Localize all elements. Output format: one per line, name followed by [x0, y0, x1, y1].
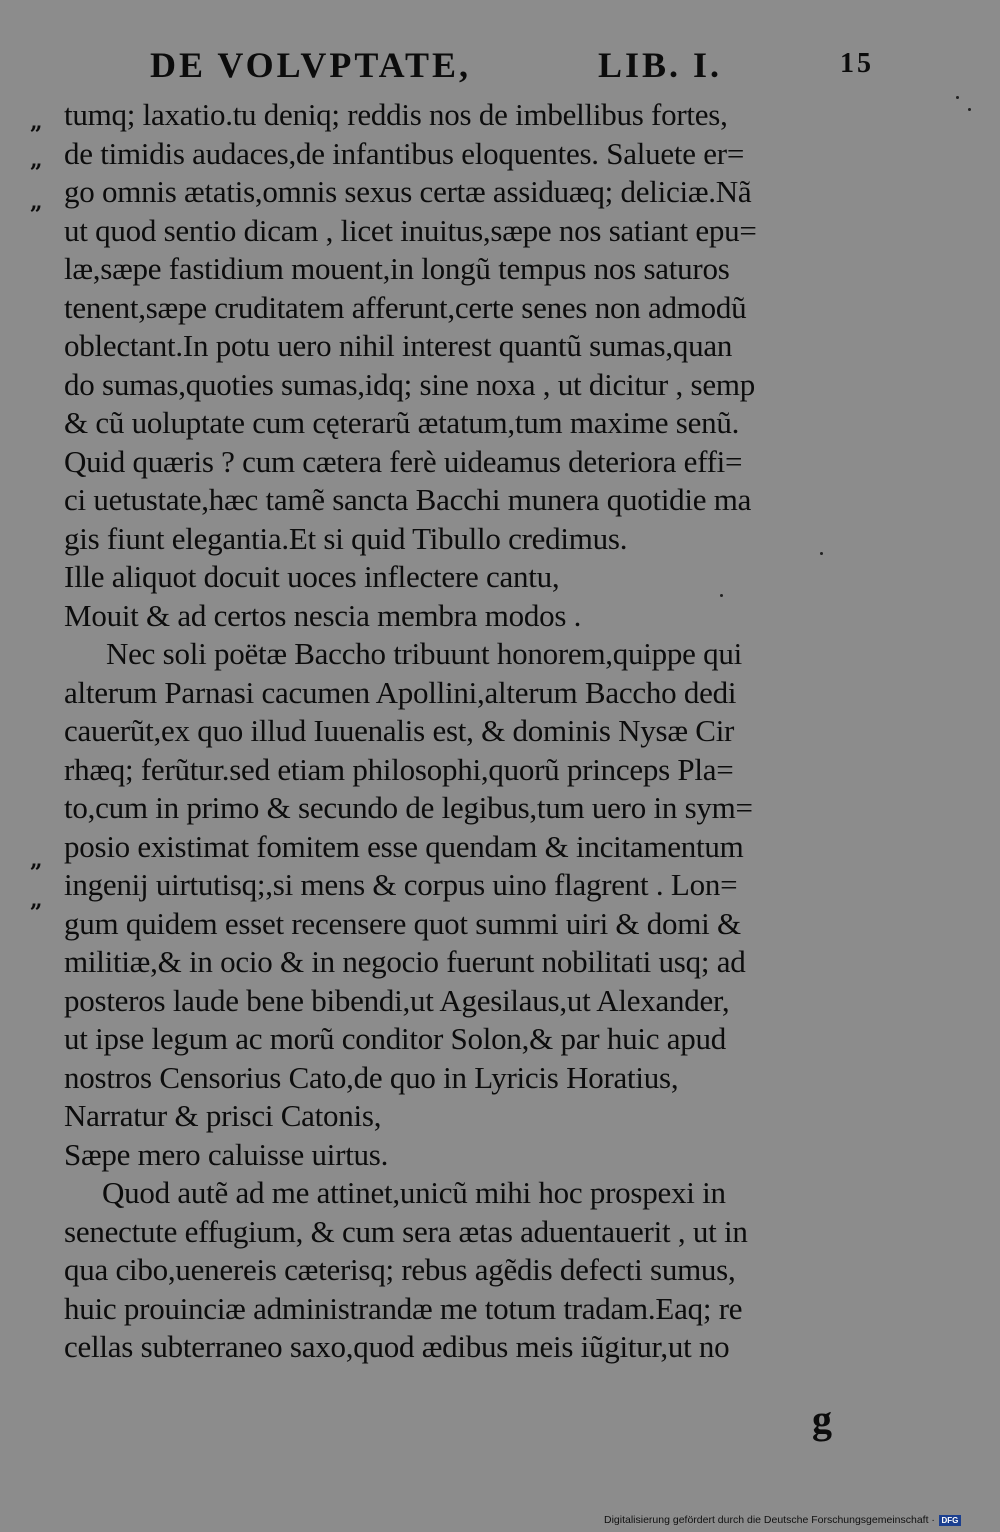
folio-number: 15 [840, 48, 874, 79]
text-line: rhæq; ferũtur.sed etiam philosophi,quorũ princeps Pla= [64, 751, 734, 787]
verse-line: Narratur & prisci Catonis, [64, 1098, 382, 1133]
text-line: ut quod sentio dicam , licet inuitus,sæpe nos satiant epu= [64, 212, 757, 248]
text-line: qua cibo,uenereis cæterisq; rebus agẽdis defecti sumus, [64, 1252, 736, 1287]
margin-quote-mark: „ [30, 109, 43, 135]
text-line: militiæ,& in ocio & in negocio fuerunt nobilitati usq; ad [64, 944, 746, 979]
text-line: senectute effugium, & cum sera ætas aduentauerit , ut in [64, 1213, 748, 1249]
print-speck [720, 594, 723, 597]
text-line: ci uetustate,hæc tamẽ sancta Bacchi munera quotidie ma [64, 482, 752, 517]
digitization-footer [604, 1512, 980, 1528]
text-line: huic prouinciæ administrandæ me totum tradam.Eaq; re [64, 1290, 743, 1326]
dfg-logo-icon: DFG [939, 1515, 961, 1526]
footer-credit: Digitalisierung gefördert durch die Deutsche Forschungsgemeinschaft · [604, 1514, 935, 1526]
text-line: Quid quæris ? cum cætera ferè uideamus deteriora effi= [64, 443, 743, 479]
text-line: do sumas,quoties sumas,idq; sine noxa , ut dicitur , semp [64, 366, 755, 402]
margin-quote-mark: „ [30, 887, 43, 913]
text-line: & cũ uoluptate cum cęterarũ ætatum,tum maxime senũ. [64, 405, 740, 440]
text-line: alterum Parnasi cacumen Apollini,alterum Baccho dedi [64, 674, 737, 710]
print-speck [968, 108, 971, 111]
margin-quote-mark: „ [30, 147, 43, 173]
paragraph-start-line: Nec soli poëtæ Baccho tribuunt honorem,quippe qui [106, 636, 743, 671]
text-line: læ,sæpe fastidium mouent,in longũ tempus nos saturos [64, 251, 730, 286]
verse-line: Ille aliquot docuit uoces inflectere cantu, [64, 559, 560, 594]
text-line: posio existimat fomitem esse quendam & incitamentum [64, 828, 744, 864]
signature-mark: g [812, 1397, 832, 1442]
running-head [150, 44, 910, 88]
print-speck [956, 96, 959, 99]
text-line: go omnis ætatis,omnis sexus certæ assiduæq; deliciæ.Nã [64, 174, 752, 209]
running-head-book: LIB. I. [598, 45, 723, 85]
text-line: tenent,sæpe cruditatem afferunt,certe senes non admodũ [64, 289, 747, 325]
text-line: posteros laude bene bibendi,ut Agesilaus,ut Alexander, [64, 982, 730, 1018]
text-line: oblectant.In potu uero nihil interest quantũ sumas,quan [64, 328, 733, 363]
text-line: tumq; laxatio.tu deniq; reddis nos de imbellibus fortes, [64, 97, 728, 132]
text-line: ingenij uirtutisq;,si mens & corpus uino flagrent . Lon= [64, 867, 738, 902]
margin-quote-mark: „ [30, 189, 43, 215]
text-line: nostros Censorius Cato,de quo in Lyricis Horatius, [64, 1059, 679, 1095]
body-text [64, 96, 934, 1367]
verse-line: Sæpe mero caluisse uirtus. [64, 1136, 389, 1172]
text-line: to,cum in primo & secundo de legibus,tum uero in sym= [64, 790, 753, 825]
text-line: gum quidem esset recensere quot summi uiri & domi & [64, 905, 741, 941]
text-line: de timidis audaces,de infantibus eloquentes. Saluete er= [64, 135, 745, 171]
verse-line: Mouit & ad certos nescia membra modos . [64, 597, 582, 633]
text-line: cauerũt,ex quo illud Iuuenalis est, & dominis Nysæ Cir [64, 713, 735, 748]
margin-quote-mark: „ [30, 847, 43, 873]
text-line: gis fiunt elegantia.Et si quid Tibullo credimus. [64, 520, 628, 556]
text-line: ut ipse legum ac morũ conditor Solon,& par huic apud [64, 1021, 726, 1056]
print-speck [820, 552, 823, 555]
running-head-title: DE VOLVPTATE, [150, 45, 472, 85]
text-line: cellas subterraneo saxo,quod ædibus meis iũgitur,ut no [64, 1329, 730, 1364]
paragraph-start-line: Quod autẽ ad me attinet,unicũ mihi hoc prospexi in [102, 1175, 726, 1210]
